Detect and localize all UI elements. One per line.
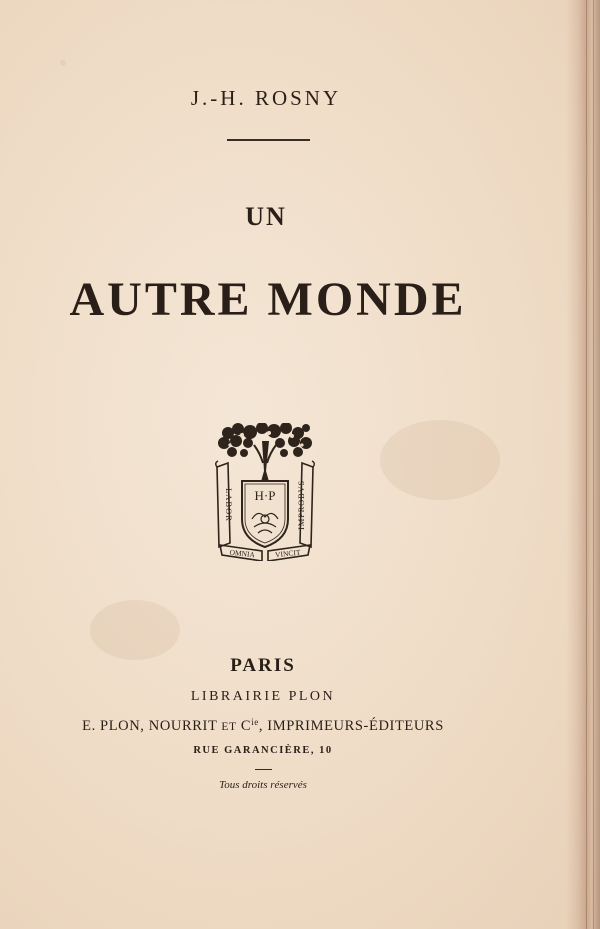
tree-trunk [260, 441, 270, 485]
printers-prefix: E. PLON, NOURRIT [82, 718, 218, 734]
paper-stain [60, 60, 66, 66]
emblem-motto-bottom-right: VINCIT [274, 547, 301, 560]
emblem-motto-right: IMPROBVS [296, 480, 306, 530]
printers-c: C [240, 718, 252, 734]
printers-et: ET [221, 721, 237, 733]
publisher-emblem [214, 423, 316, 561]
publisher-address: RUE GARANCIÈRE, 10 [193, 745, 333, 756]
printers-suffix: , IMPRIMEURS-ÉDITEURS [258, 718, 444, 734]
divider-rule [227, 139, 310, 141]
publisher-name: LIBRAIRIE PLON [190, 689, 336, 704]
paper-stain [90, 600, 180, 660]
author-name: J.-H. ROSNY [190, 86, 342, 110]
divider-rule-small [255, 769, 272, 770]
emblem-monogram: H·P [254, 488, 276, 503]
printers-line [0, 717, 526, 735]
printers-ie: ie [251, 717, 259, 727]
rights-notice: Tous droits réservés [219, 779, 307, 791]
book-title-line-1: UN [245, 202, 287, 231]
page-edge-shadow [566, 0, 600, 929]
book-title-line-2: AUTRE MONDE [69, 273, 467, 326]
publication-city: PARIS [230, 655, 296, 676]
emblem-motto-left: LABOR [224, 488, 234, 522]
emblem-motto-bottom-left: OMNIA [229, 547, 256, 560]
paper-stain [380, 420, 500, 500]
